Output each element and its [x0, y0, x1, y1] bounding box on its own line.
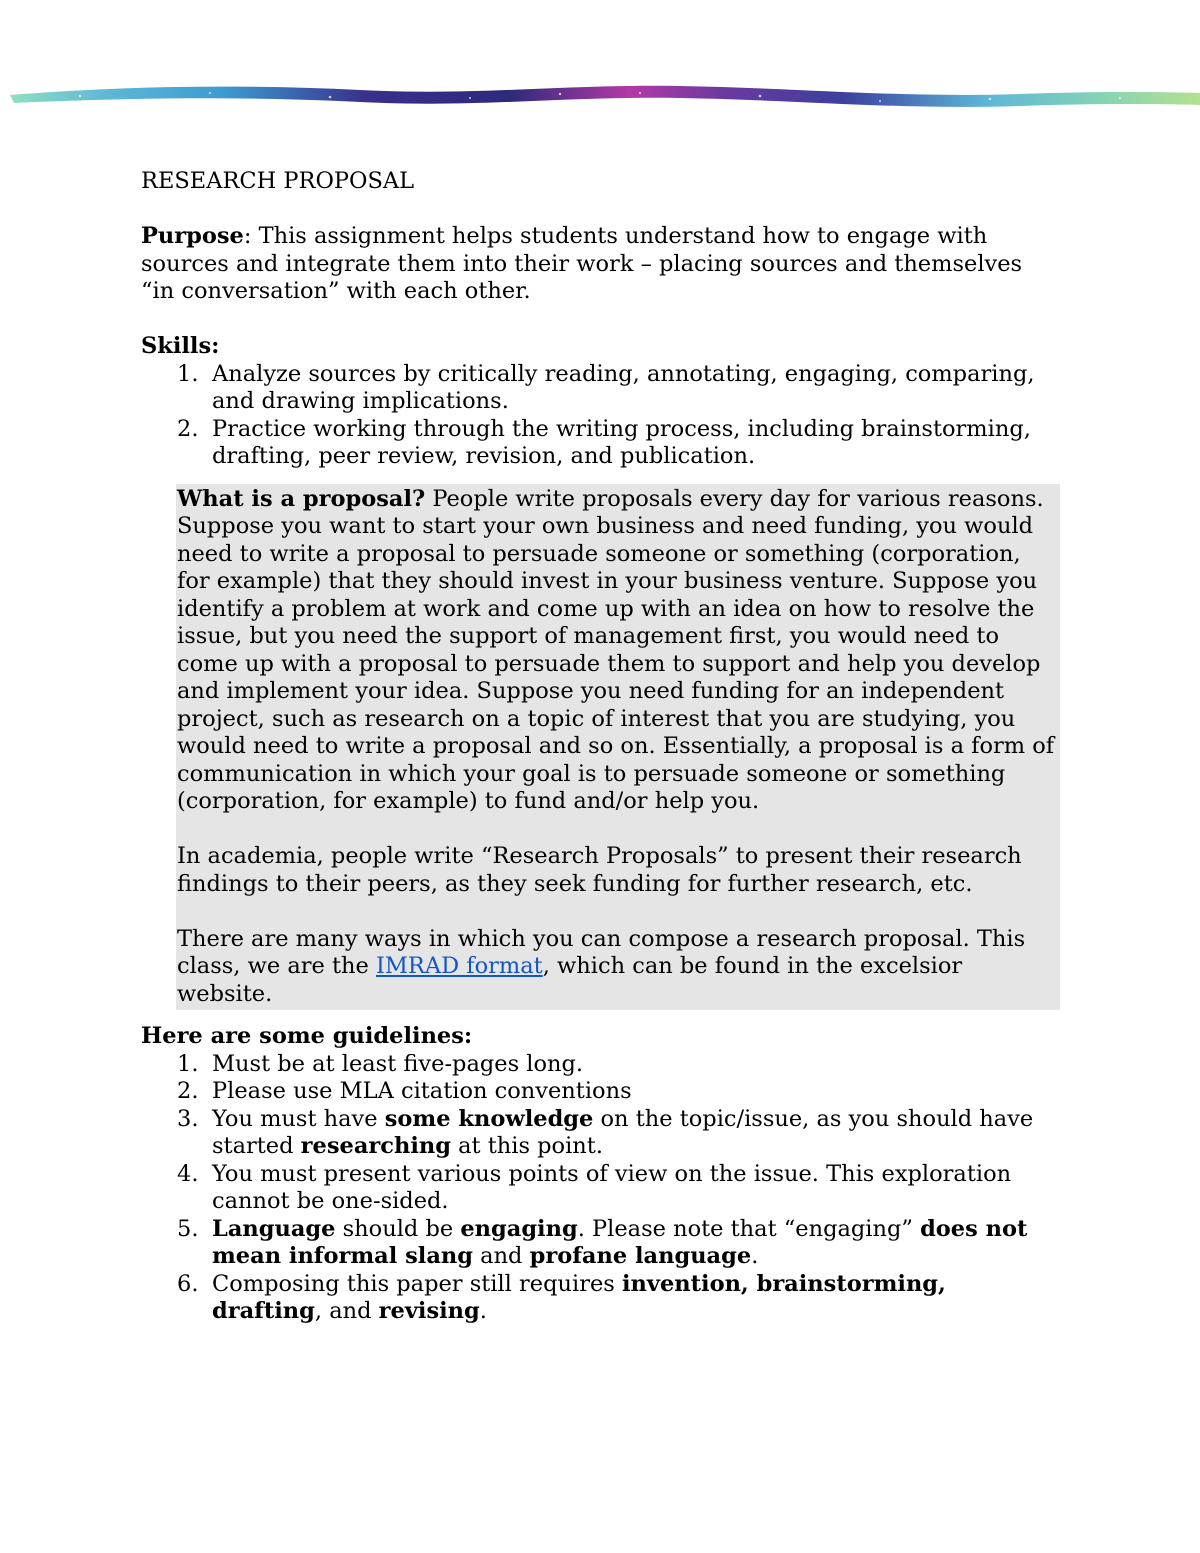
list-item: Please use MLA citation conventions [212, 1078, 632, 1104]
guidelines-heading: Here are some guidelines: [141, 1023, 473, 1049]
imrad-paragraph: There are many ways in which you can compose a research proposal. This class, we are the IMRAD format, which can be found in the excelsior website. [177, 925, 1026, 1007]
list-item: Composing this paper still requires invention, brainstorming, drafting, and revising. [212, 1270, 946, 1324]
proposal-heading: What is a proposal? [177, 485, 426, 512]
list-item: Analyze sources by critically reading, annotating, engaging, comparing, and drawing implications. [212, 360, 1035, 414]
skills-heading: Skills: [141, 333, 220, 359]
list-item: Must be at least five-pages long. [212, 1050, 584, 1077]
imrad-format-link[interactable]: IMRAD format [375, 953, 543, 979]
proposal-paragraph: What is a proposal? People write proposals every day for various reasons. Suppose you want to start your own business and need funding, you would need to write a proposal to persuade someone or something (corporation, for example) that they should invest in your business venture. Suppose you identify a problem at work and come up with an idea on how to resolve the issue, but you need the support of management first, you would need to come up with a proposal to persuade them to support and help you develop and implement your idea. Suppose you need funding for an independent project, such as research on a topic of interest that you are studying, you would need to write a proposal and so on. Essentially, a proposal is a form of communication in which your goal is to persuade someone or something (corporation, for example) to fund and/or help you. [177, 485, 1055, 814]
decorative-galaxy-stripe [0, 74, 1200, 118]
list-item: Language should be engaging. Please note that “engaging” does not mean informal slang and profane language. [212, 1215, 1028, 1269]
proposal-info-box [176, 484, 1060, 1011]
document-body [141, 168, 1061, 1326]
academia-paragraph: In academia, people write “Research Proposals” to present their research findings to their peers, as they seek funding for further research, etc. [177, 843, 1022, 897]
list-item: Practice working through the writing process, including brainstorming, drafting, peer review, revision, and publication. [212, 415, 1031, 469]
document-title: RESEARCH PROPOSAL [141, 168, 415, 194]
purpose-text: : This assignment helps students understand how to engage with sources and integrate them into their work – placing sources and themselves “in conversation” with each other. [141, 223, 1023, 304]
skills-list [141, 361, 1061, 471]
purpose-paragraph [141, 223, 1061, 306]
list-item: You must present various points of view on the issue. This exploration cannot be one-sided. [212, 1160, 1012, 1214]
guidelines-list [141, 1051, 1061, 1326]
purpose-label: Purpose [141, 223, 244, 249]
list-item: You must have some knowledge on the topic/issue, as you should have started researching at this point. [212, 1105, 1034, 1159]
